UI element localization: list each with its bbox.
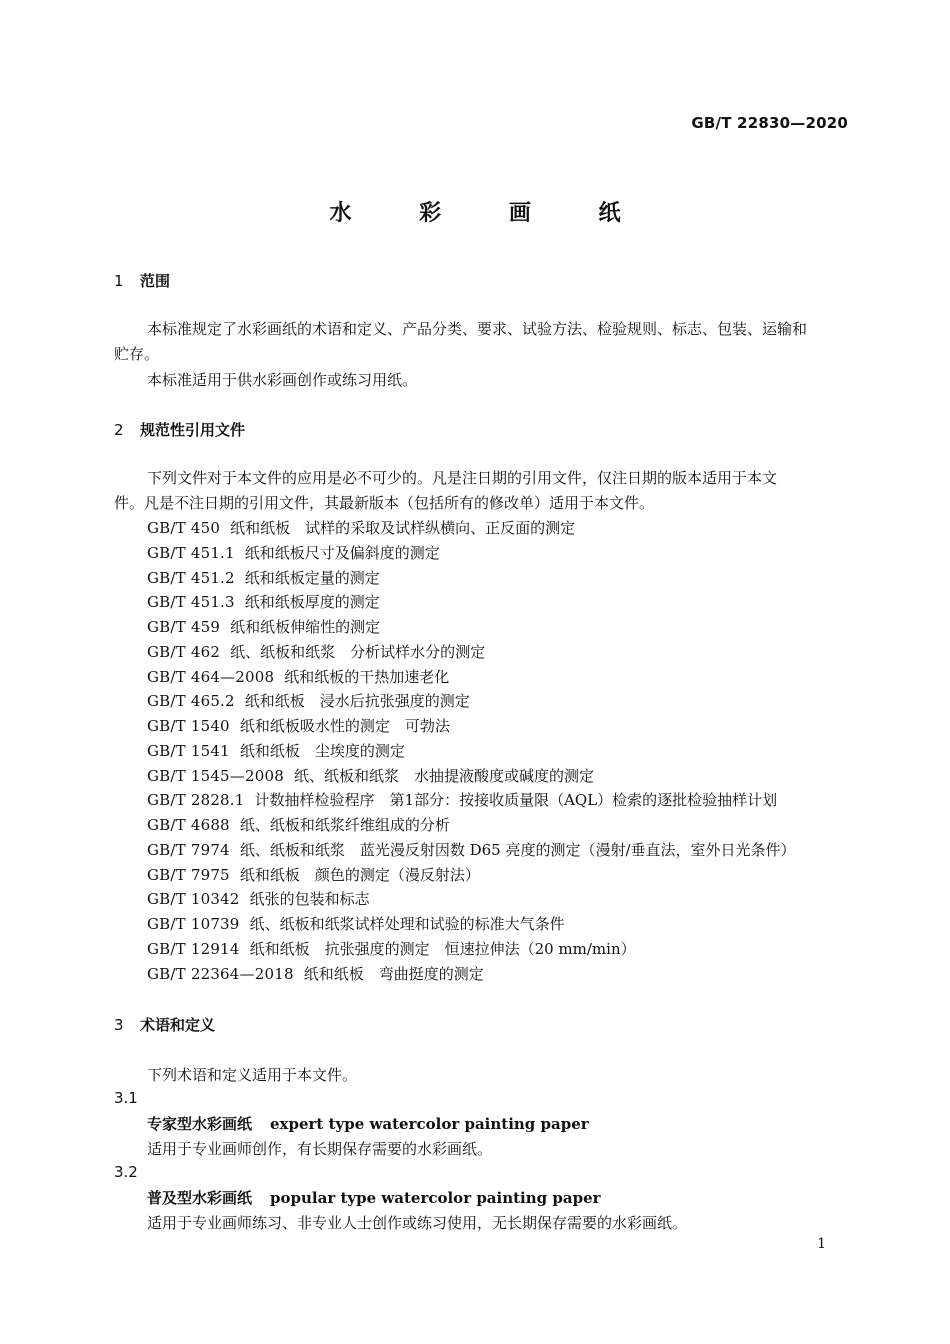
term-number: 3.2 (114, 1163, 138, 1181)
reference-title: 纸和纸板 抗张强度的测定 恒速拉伸法（20 mm/min） (249, 939, 636, 958)
section-title: 术语和定义 (140, 1016, 216, 1034)
reference-item (147, 714, 796, 739)
reference-code: GB/T 22364—2018 (147, 964, 294, 983)
reference-title: 纸和纸板 尘埃度的测定 (239, 741, 405, 760)
normative-reference-list (147, 516, 796, 986)
reference-code: GB/T 451.2 (147, 568, 235, 587)
reference-title: 纸和纸板 浸水后抗张强度的测定 (244, 692, 470, 711)
paragraph-line: 本标准规定了水彩画纸的术语和定义、产品分类、要求、试验方法、检验规则、标志、包装、运输和 (147, 320, 808, 338)
reference-item (147, 566, 796, 591)
reference-title: 纸、纸板和纸浆纤维组成的分析 (239, 816, 450, 834)
reference-item (147, 764, 796, 789)
reference-code: GB/T 2828.1 (147, 791, 245, 810)
reference-code: GB/T 459 (147, 618, 221, 636)
reference-item (147, 615, 796, 640)
reference-item (147, 516, 796, 541)
reference-code: GB/T 12914 (147, 939, 240, 958)
paragraph-line: 件。凡是不注日期的引用文件，其最新版本（包括所有的修改单）适用于本文件。 (114, 493, 655, 512)
reference-code: GB/T 1541 (147, 741, 230, 760)
standard-number: GB/T 22830—2020 (691, 114, 848, 132)
reference-code: GB/T 7974 (147, 840, 230, 859)
reference-title: 纸、纸板和纸浆试样处理和试验的标准大气条件 (249, 915, 565, 933)
term-definition: 适用于专业画师练习、非专业人士创作或练习使用，无长期保存需要的水彩画纸。 (147, 1214, 688, 1232)
reference-item (147, 937, 796, 962)
reference-title: 纸和纸板 弯曲挺度的测定 (303, 964, 484, 983)
term-chinese: 普及型水彩画纸 (147, 1189, 253, 1207)
term-english: expert type watercolor painting paper (270, 1115, 589, 1133)
term-english: popular type watercolor painting paper (270, 1189, 601, 1207)
term-definition: 适用于专业画师创作，有长期保存需要的水彩画纸。 (147, 1140, 493, 1158)
paragraph-line: 下列文件对于本文件的应用是必不可少的。凡是注日期的引用文件，仅注日期的版本适用于本文 (147, 469, 778, 487)
section-heading-terms (114, 1014, 215, 1035)
reference-item (147, 590, 796, 615)
reference-item (147, 665, 796, 690)
section-number: 2 (114, 421, 124, 439)
reference-title: 纸、纸板和纸浆 水抽提液酸度或碱度的测定 (293, 766, 594, 785)
reference-code: GB/T 464—2008 (147, 667, 275, 686)
scope-paragraph (114, 317, 850, 366)
reference-title: 纸和纸板伸缩性的测定 (230, 618, 381, 636)
reference-code: GB/T 451.1 (147, 543, 235, 562)
reference-title: 纸和纸板的干热加速老化 (284, 667, 450, 686)
terms-intro: 下列术语和定义适用于本文件。 (147, 1066, 358, 1084)
reference-code: GB/T 10739 (147, 915, 240, 933)
reference-title: 纸和纸板尺寸及偏斜度的测定 (244, 543, 440, 562)
term-entry (147, 1187, 601, 1208)
reference-code: GB/T 462 (147, 642, 221, 661)
reference-item (147, 689, 796, 714)
scope-applicability: 本标准适用于供水彩画创作或练习用纸。 (147, 371, 418, 389)
reference-item (147, 739, 796, 764)
reference-title: 纸和纸板厚度的测定 (244, 593, 380, 612)
reference-title: 计数抽样检验程序 第1部分：按接收质量限（AQL）检索的逐批检验抽样计划 (254, 791, 778, 810)
reference-code: GB/T 451.3 (147, 593, 235, 612)
reference-code: GB/T 1545—2008 (147, 766, 284, 785)
reference-item (147, 838, 796, 863)
reference-title: 纸、纸板和纸浆 分析试样水分的测定 (230, 642, 486, 661)
section-title: 范围 (140, 272, 171, 290)
section-number: 1 (114, 272, 124, 290)
reference-item (147, 887, 796, 912)
page-number: 1 (817, 1236, 826, 1252)
reference-title: 纸、纸板和纸浆 蓝光漫反射因数 D65 亮度的测定（漫射/垂直法，室外日光条件） (239, 840, 796, 859)
reference-item (147, 640, 796, 665)
reference-title: 纸和纸板吸水性的测定 可勃法 (239, 717, 450, 735)
reference-title: 纸和纸板 试样的采取及试样纵横向、正反面的测定 (230, 519, 576, 537)
reference-title: 纸和纸板定量的测定 (244, 568, 380, 587)
reference-item (147, 813, 796, 838)
reference-item (147, 788, 796, 813)
reference-code: GB/T 4688 (147, 816, 230, 834)
section-heading-scope (114, 270, 170, 291)
paragraph-line: 贮存。 (114, 344, 160, 363)
reference-title: 纸张的包装和标志 (249, 890, 370, 909)
reference-item (147, 912, 796, 937)
reference-code: GB/T 10342 (147, 890, 240, 909)
term-chinese: 专家型水彩画纸 (147, 1115, 253, 1133)
reference-title: 纸和纸板 颜色的测定（漫反射法） (239, 865, 480, 884)
reference-item (147, 541, 796, 566)
normative-refs-intro (114, 466, 850, 515)
reference-item (147, 962, 796, 987)
document-title: 水 彩 画 纸 (329, 201, 651, 226)
reference-code: GB/T 1540 (147, 717, 230, 735)
term-entry (147, 1113, 589, 1134)
section-title: 规范性引用文件 (140, 421, 246, 439)
reference-item (147, 863, 796, 888)
term-number: 3.1 (114, 1089, 138, 1107)
section-heading-normative-refs (114, 419, 245, 440)
reference-code: GB/T 450 (147, 519, 221, 537)
reference-code: GB/T 7975 (147, 865, 230, 884)
reference-code: GB/T 465.2 (147, 692, 235, 711)
section-number: 3 (114, 1016, 124, 1034)
